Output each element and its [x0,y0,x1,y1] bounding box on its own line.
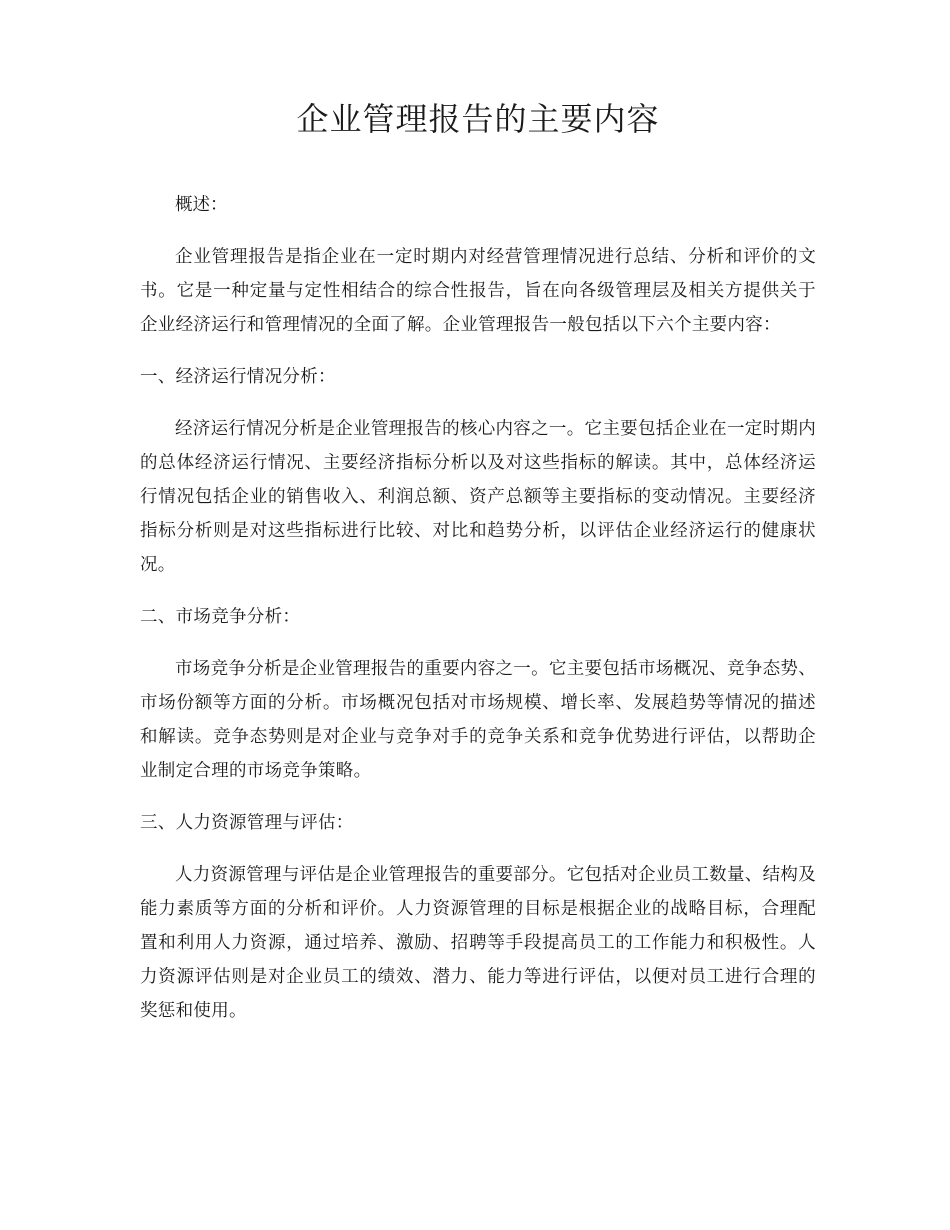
intro-paragraph: 企业管理报告是指企业在一定时期内对经营管理情况进行总结、分析和评价的文书。它是一种定量与定性相结合的综合性报告，旨在向各级管理层及相关方提供关于企业经济运行和管理情况的全面了解。企业管理报告一般包括以下六个主要内容： [140,247,816,335]
section-hr [140,806,816,1028]
section-market [140,600,816,788]
section-heading: 一、经济运行情况分析： [140,367,336,387]
document-title: 企业管理报告的主要内容 [296,100,660,138]
overview-label: 概述： [175,195,228,215]
section-heading: 三、人力资源管理与评估： [140,813,354,833]
section-economic [140,360,816,582]
document-page [140,96,816,1046]
section-body: 市场竞争分析是企业管理报告的重要内容之一。它主要包括市场概况、竞争态势、市场份额等方面的分析。市场概况包括对市场规模、增长率、发展趋势等情况的描述和解读。竞争态势则是对企业与竞争对手的竞争关系和竞争优势进行评估，以帮助企业制定合理的市场竞争策略。 [140,659,816,781]
section-body: 经济运行情况分析是企业管理报告的核心内容之一。它主要包括企业在一定时期内的总体经济运行情况、主要经济指标分析以及对这些指标的解读。其中，总体经济运行情况包括企业的销售收入、利润总额、资产总额等主要指标的变动情况。主要经济指标分析则是对这些指标进行比较、对比和趋势分析，以评估企业经济运行的健康状况。 [140,419,816,575]
section-heading: 二、市场竞争分析： [140,607,301,627]
section-body: 人力资源管理与评估是企业管理报告的重要部分。它包括对企业员工数量、结构及能力素质等方面的分析和评价。人力资源管理的目标是根据企业的战略目标，合理配置和利用人力资源，通过培养、激励、招聘等手段提高员工的工作能力和积极性。人力资源评估则是对企业员工的绩效、潜力、能力等进行评估，以便对员工进行合理的奖惩和使用。 [140,865,816,1021]
